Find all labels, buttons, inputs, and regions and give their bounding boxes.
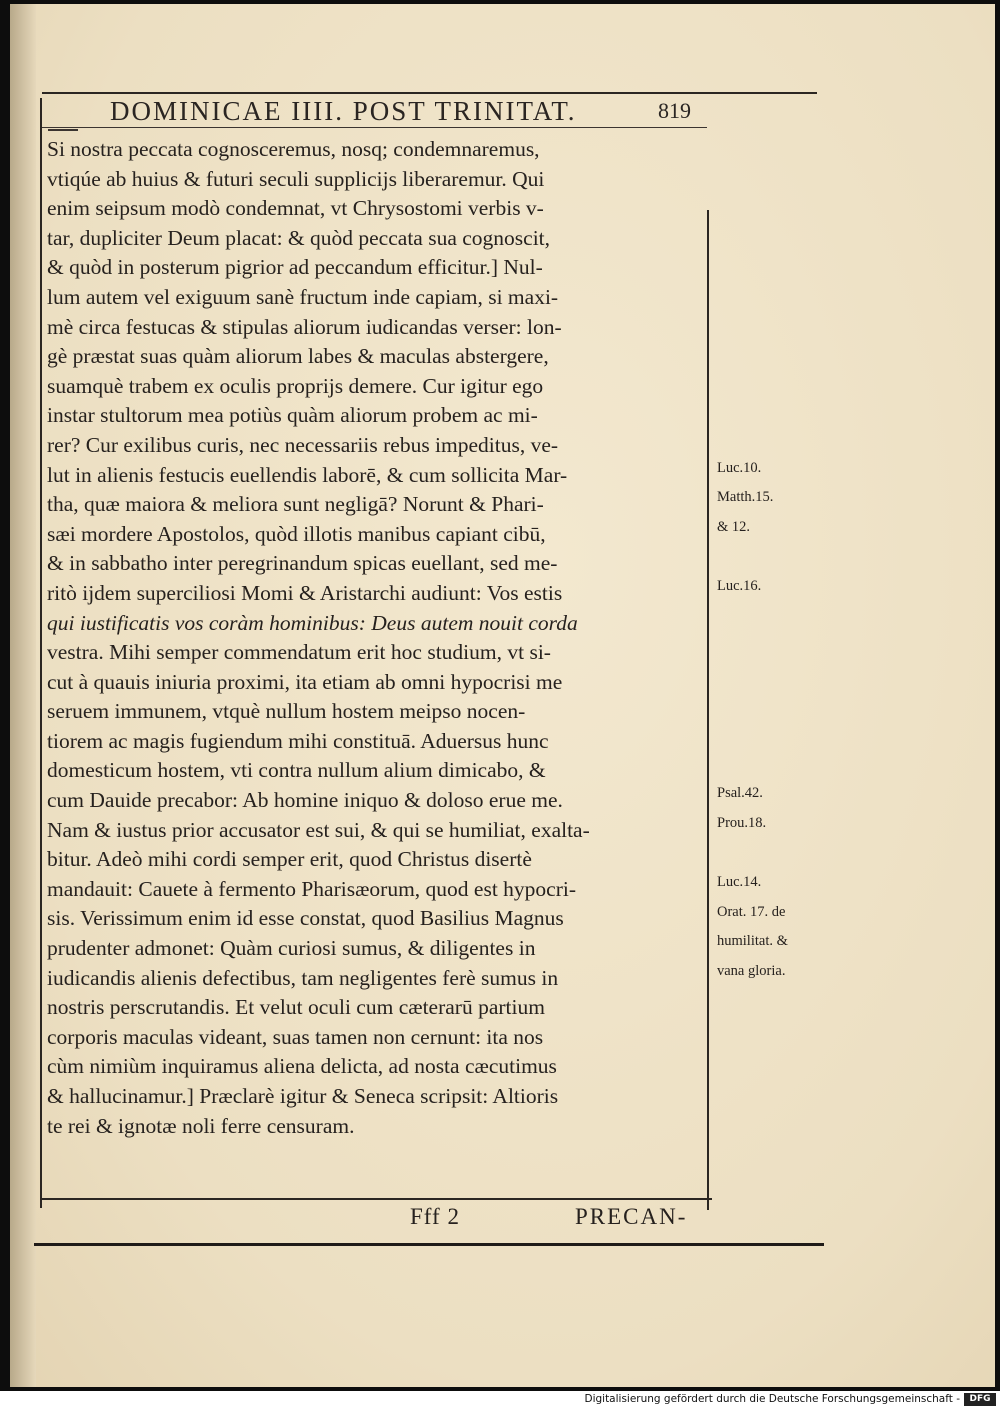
marginal-note: Luc.10. <box>717 459 762 476</box>
text-line: ritò ijdem superciliosi Momi & Aristarchi audiunt: Vos estis <box>47 580 563 605</box>
head-underline-rule <box>42 127 707 128</box>
marginal-note: Prou.18. <box>717 814 767 831</box>
text-line: tiorem ac magis fugiendum mihi constituā. Aduersus hunc <box>47 728 549 753</box>
text-line: suamquè trabem ex oculis proprijs demere. Cur igitur ego <box>47 373 544 398</box>
signature-mark: Fff 2 <box>410 1204 460 1229</box>
catchline <box>40 1204 760 1238</box>
text-line: gè præstat suas quàm aliorum labes & maculas abstergere, <box>47 344 549 369</box>
page-gutter-shadow <box>10 4 36 1387</box>
text-line: mè circa festucas & stipulas aliorum iudicandas verser: lon- <box>47 314 562 339</box>
text-line: Si nostra peccata cognosceremus, nosq; condemnaremus, <box>47 137 540 161</box>
dfg-logo: DFG <box>964 1393 996 1406</box>
running-head-title: DOMINICAE IIII. POST TRINITAT. <box>110 96 577 126</box>
text-line: mandauit: Cauete à fermento Pharisæorum, quod est hypocri- <box>47 876 577 901</box>
text-line: iudicandis alienis defectibus, tam negligentes ferè sumus in <box>47 965 559 990</box>
text-line: instar stultorum mea potiùs quàm aliorum probem ac mi- <box>47 403 538 428</box>
text-line: sis. Verissimum enim id esse constat, quod Basilius Magnus <box>47 906 564 931</box>
text-line: & hallucinamur.] Præclarè igitur & Seneca scripsit: Altioris <box>47 1084 559 1108</box>
footer-text: Digitalisierung gefördert durch die Deutsche Forschungsgemeinschaft - <box>584 1393 960 1405</box>
text-line: qui iustificatis vos coràm hominibus: Deus autem nouit corda <box>47 610 578 635</box>
running-head <box>40 96 820 130</box>
text-line: vestra. Mihi semper commendatum erit hoc studium, vt si- <box>47 640 551 665</box>
text-line: nostris perscrutandis. Et velut oculi cum cæterarū partium <box>47 995 545 1020</box>
folio-number: 819 <box>658 98 691 123</box>
text-line: prudenter admonet: Quàm curiosi sumus, & diligentes in <box>47 936 536 961</box>
text-line: enim seipsum modò condemnat, vt Chrysostomi verbis v- <box>47 196 544 221</box>
text-line: lut in alienis festucis euellendis laborē, & cum sollicita Mar- <box>47 462 568 487</box>
text-line: cut à quauis iniuria proximi, ita etiam ab omni hypocrisi me <box>47 669 563 694</box>
marginal-note: Luc.14. <box>717 874 762 890</box>
dash-mark <box>48 129 78 131</box>
text-line: seruem immunem, vtquè nullum hostem meipso nocen- <box>47 699 526 724</box>
text-line: sæi mordere Apostolos, quòd illotis manibus capiant cibū, <box>47 521 546 546</box>
foot-rule <box>40 1198 712 1200</box>
margin-divider-rule <box>707 210 709 1210</box>
digitization-footer <box>0 1391 1000 1409</box>
text-line: corporis maculas videant, suas tamen non cernunt: ita nos <box>47 1024 544 1049</box>
text-line: tar, dupliciter Deum placat: & quòd peccata sua cognoscit, <box>47 225 551 250</box>
text-line: & quòd in posterum pigrior ad peccandum efficitur.] Nul- <box>47 255 543 280</box>
body-text <box>47 135 707 1141</box>
text-line: cum Dauide precabor: Ab homine iniquo & doloso erue me. <box>47 788 563 813</box>
text-line: & in sabbatho inter peregrinandum spicas euellant, sed me- <box>47 551 558 576</box>
text-line: bitur. Adeò mihi cordi semper erit, quod Christus disertè <box>47 847 532 872</box>
bottom-frame-rule <box>34 1243 824 1246</box>
text-line: domesticum hostem, vti contra nullum alium dimicabo, & <box>47 758 546 783</box>
marginal-note: Luc.16. <box>717 578 762 594</box>
head-rule <box>42 92 817 94</box>
text-line: Nam & iustus prior accusator est sui, & qui se humiliat, exalta- <box>47 817 590 842</box>
text-line: rer? Cur exilibus curis, nec necessariis rebus impeditus, ve- <box>47 432 559 457</box>
text-line: cùm nimiùm inquiramus aliena delicta, ad nosta cæcutimus <box>47 1054 557 1079</box>
text-line: vtiqúe ab huius & futuri seculi supplicijs liberaremur. Qui <box>47 166 545 191</box>
marginal-note: Matth.15. <box>717 489 774 506</box>
catchword: PRECAN- <box>575 1204 688 1229</box>
text-line: lum autem vel exiguum sanè fructum inde capiam, si maxi- <box>47 284 559 309</box>
text-line: te rei & ignotæ noli ferre censuram. <box>47 1113 355 1138</box>
marginal-note: Psal.42. <box>717 785 763 802</box>
text-line: tha, quæ maiora & meliora sunt negligā? Norunt & Phari- <box>47 492 544 517</box>
marginal-note: & 12. <box>717 518 751 535</box>
marginal-note: vana gloria. <box>717 962 786 979</box>
marginal-note: Orat. 17. de <box>717 903 786 920</box>
marginal-note: humilitat. & <box>717 933 788 950</box>
left-frame-rule <box>40 98 42 1208</box>
